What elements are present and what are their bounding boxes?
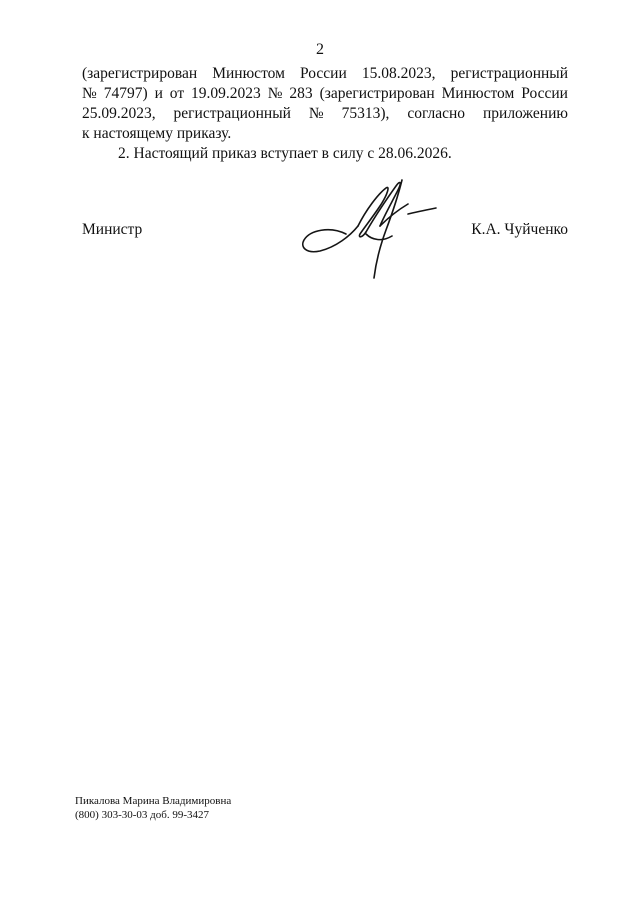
paragraph-1-line-1 <box>82 64 568 84</box>
text-word: (зарегистрирован <box>82 65 198 82</box>
contact-name: Пикалова Марина Владимировна <box>75 795 232 807</box>
text-word: России <box>300 65 347 82</box>
text-word: 15.08.2023, <box>361 65 436 82</box>
document-body <box>82 64 568 164</box>
text-word: регистрационный <box>450 65 568 82</box>
paragraph-1-line-3 <box>82 104 568 124</box>
text-word: 19.09.2023 <box>191 85 261 102</box>
text-word: (зарегистрирован <box>319 85 435 102</box>
contact-phone: (800) 303-30-03 доб. 99-3427 <box>75 809 210 821</box>
text-word: № <box>267 85 283 102</box>
text-word: 25.09.2023, <box>82 105 156 122</box>
text-word: России <box>521 85 568 102</box>
signer-name: К.А. Чуйченко <box>471 221 568 238</box>
contact-info <box>75 794 231 822</box>
page-number: 2 <box>316 41 324 58</box>
text-word: № <box>308 105 324 122</box>
text-word: 74797) <box>103 85 148 102</box>
text-word: 283 <box>289 85 313 102</box>
text-word: 75313), <box>341 105 390 122</box>
text-word: № <box>82 85 97 102</box>
signer-position: Министр <box>82 221 143 238</box>
paragraph-1-line-2 <box>82 84 568 104</box>
text-word: и <box>154 85 163 102</box>
text-word: согласно <box>407 105 466 122</box>
text-word: Минюстом <box>212 65 285 82</box>
handwritten-signature <box>296 170 446 285</box>
paragraph-1-line-4: к настоящему приказу. <box>82 125 232 142</box>
text-word: приложению <box>482 105 568 122</box>
paragraph-2: 2. Настоящий приказ вступает в силу с 28.06.2026. <box>118 145 452 162</box>
text-word: регистрационный <box>173 105 291 122</box>
text-word: от <box>169 85 185 102</box>
text-word: Минюстом <box>441 85 515 102</box>
